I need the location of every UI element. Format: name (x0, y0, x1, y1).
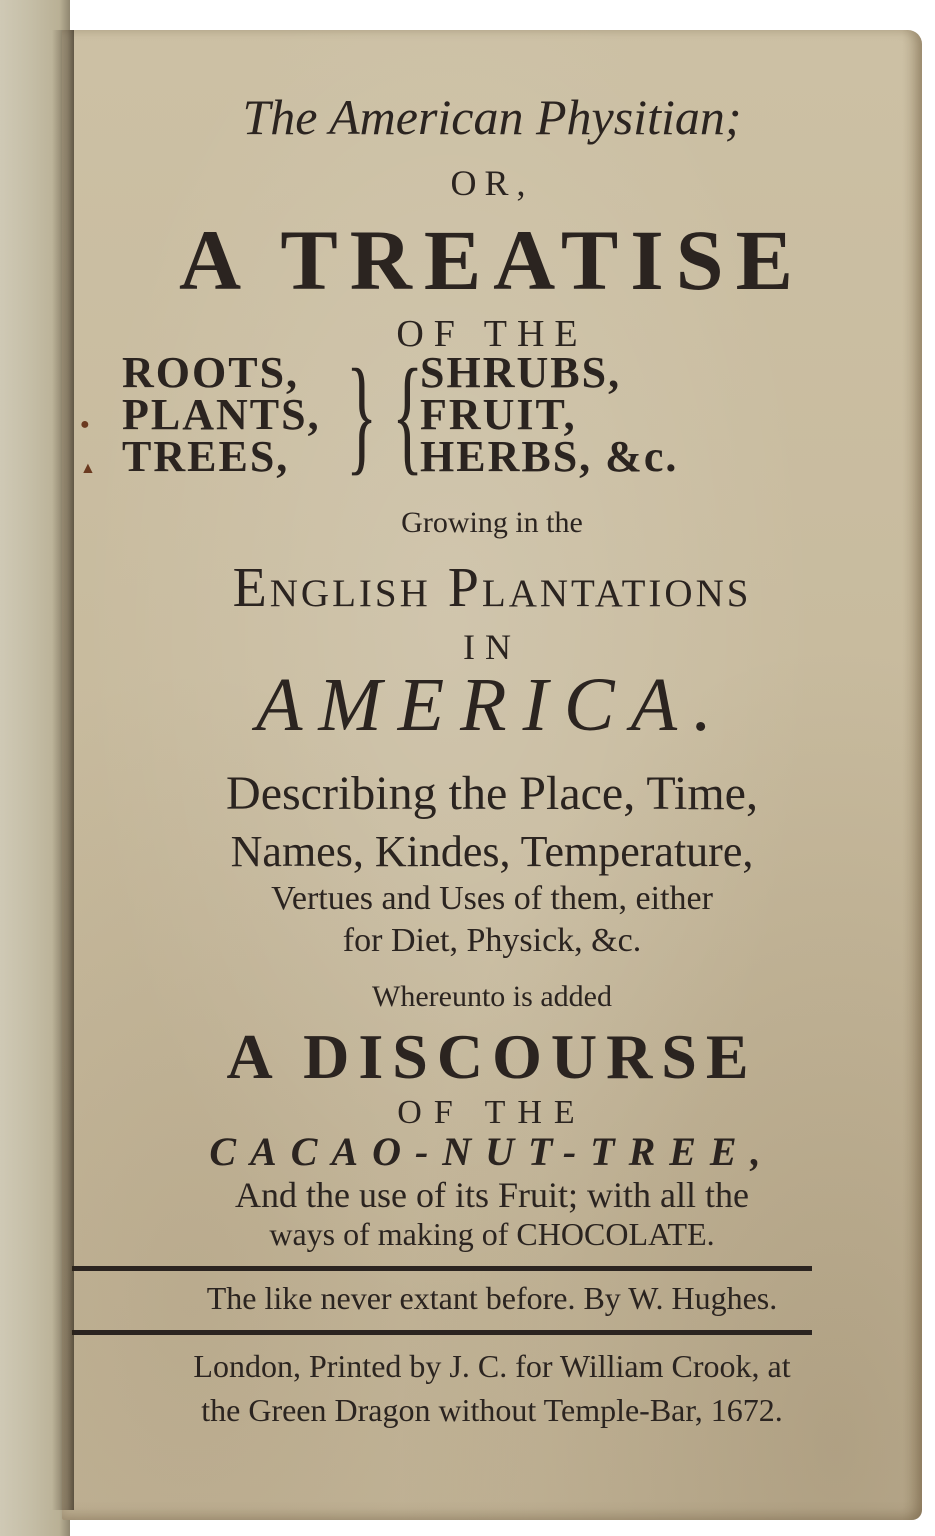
word-herbs: HERBS, &c. (420, 432, 679, 481)
word-roots: ROOTS, (122, 348, 300, 397)
left-brace: } (346, 343, 378, 487)
growing-line: Growing in the (401, 506, 583, 539)
top-rule (72, 1266, 812, 1271)
america-heading: AMERICA. (255, 663, 728, 747)
in-line: IN (463, 627, 521, 667)
word-trees: TREES, (122, 432, 290, 481)
english-plantations-line: English Plantations (232, 557, 752, 619)
stain-mark-2: ▲ (80, 460, 96, 477)
imprint-line-1: London, Printed by J. C. for William Crook, at (193, 1348, 791, 1384)
left-word-column (122, 348, 321, 481)
right-word-column (420, 348, 679, 481)
bottom-rule (72, 1330, 812, 1335)
imprint-line-2: the Green Dragon without Temple-Bar, 1672. (201, 1392, 783, 1428)
vertues-line: Vertues and Uses of them, either (271, 880, 713, 917)
word-plants: PLANTS, (122, 390, 321, 439)
of-the-line-2: OF THE (397, 1094, 587, 1131)
of-the-line: OF THE (396, 313, 588, 355)
author-line: The like never extant before. By W. Hughes. (206, 1280, 778, 1316)
treatise-heading: A TREATISE (179, 212, 805, 308)
chocolate-line: ways of making of CHOCOLATE. (269, 1216, 715, 1252)
book-title: The American Physitian; (242, 89, 742, 145)
cacao-heading: CACAO-NUT-TREE, (209, 1129, 775, 1174)
or-line: OR, (450, 163, 534, 203)
word-shrubs: SHRUBS, (420, 348, 622, 397)
diet-line: for Diet, Physick, &c. (342, 922, 642, 959)
title-page (62, 30, 922, 1520)
gutter-shadow (52, 30, 74, 1510)
fruit-line: And the use of its Fruit; with all the (235, 1175, 749, 1215)
right-brace: { (392, 343, 424, 487)
discourse-heading: A DISCOURSE (226, 1021, 758, 1092)
describing-line: Describing the Place, Time, (226, 767, 758, 820)
word-fruit: FRUIT, (420, 390, 577, 439)
names-line: Names, Kindes, Temperature, (230, 827, 754, 876)
whereunto-line: Whereunto is added (372, 980, 612, 1013)
stain-mark: ● (80, 416, 90, 433)
